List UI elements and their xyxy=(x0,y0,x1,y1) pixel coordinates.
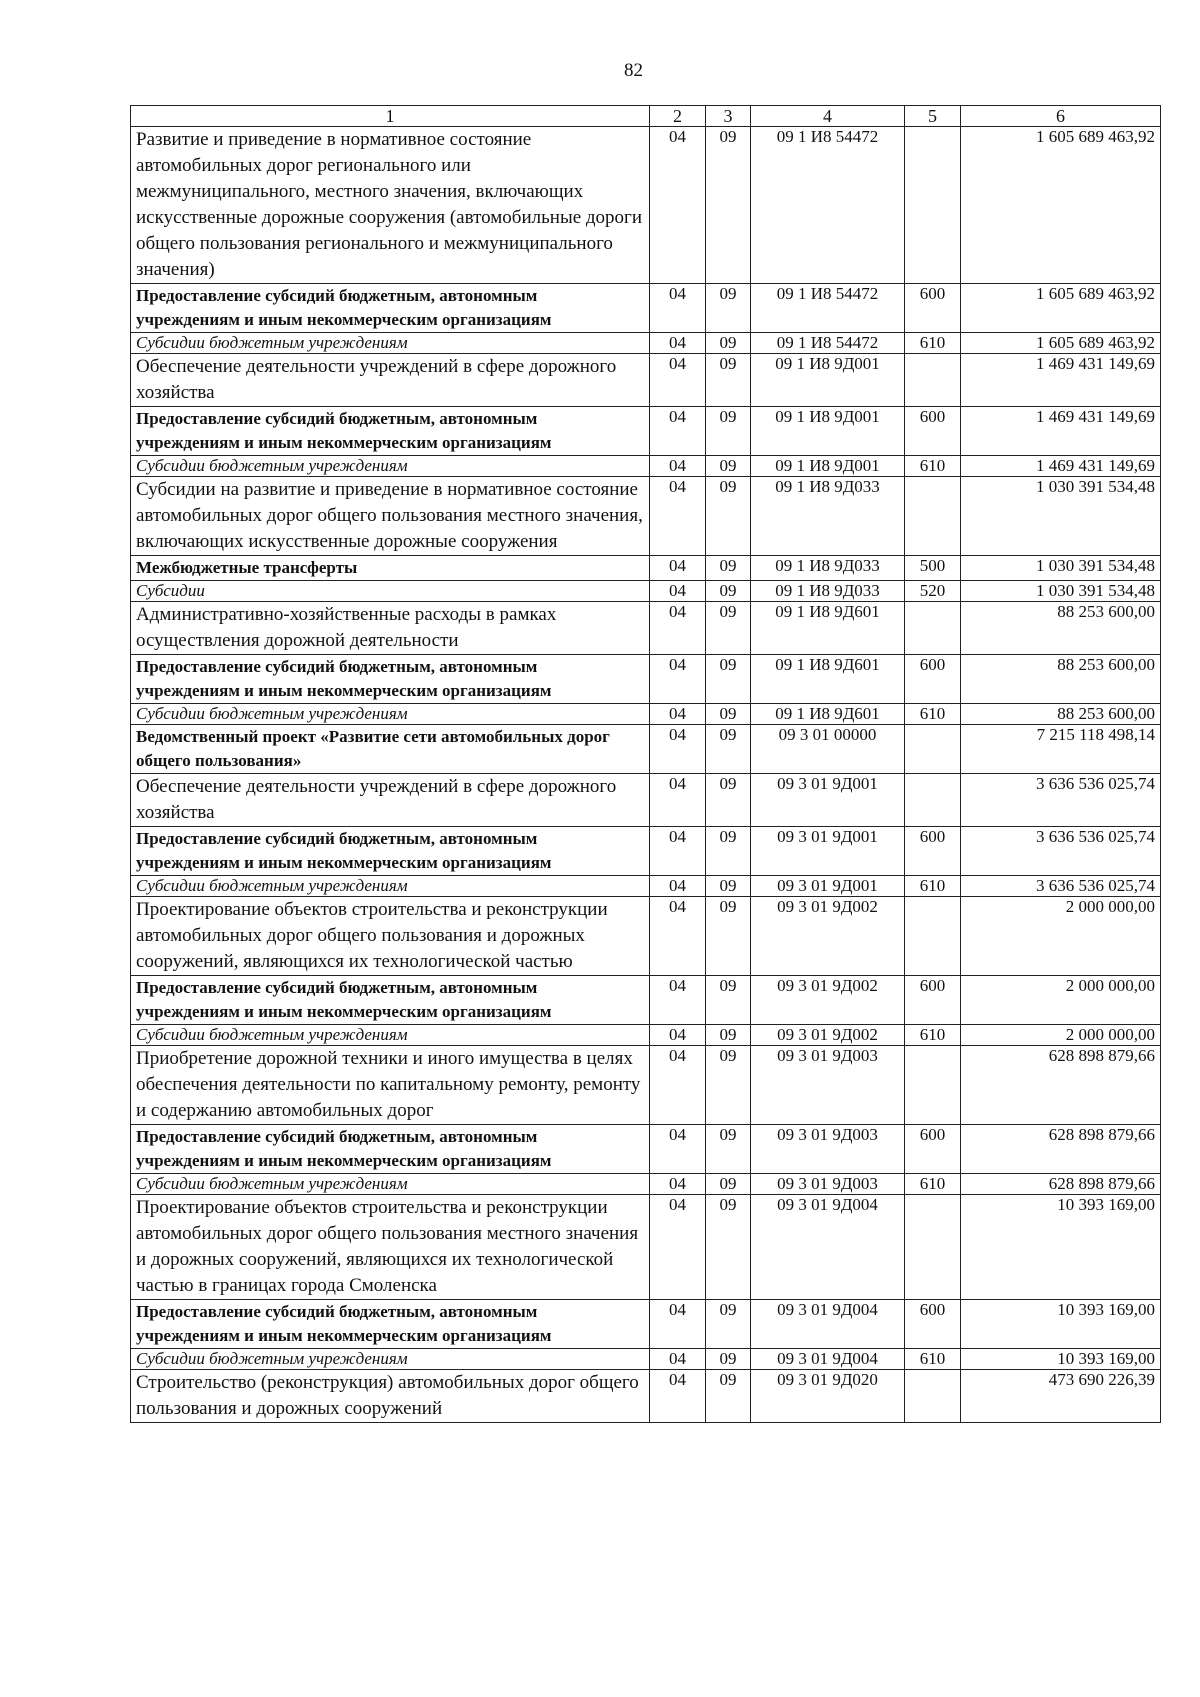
expense-type-cell: 610 xyxy=(905,1025,961,1046)
row-name-cell: Административно-хозяйственные расходы в рамках осуществления дорожной деятельности xyxy=(131,602,650,655)
expense-type-cell: 600 xyxy=(905,1300,961,1349)
amount-cell: 1 030 391 534,48 xyxy=(961,556,1161,581)
section-code-cell: 04 xyxy=(650,333,706,354)
expense-type-cell xyxy=(905,1370,961,1423)
target-article-cell: 09 3 01 00000 xyxy=(751,725,905,774)
table-row xyxy=(131,897,1161,976)
expense-type-cell: 600 xyxy=(905,827,961,876)
target-article-cell: 09 3 01 9Д001 xyxy=(751,774,905,827)
table-row xyxy=(131,127,1161,284)
amount-cell: 1 605 689 463,92 xyxy=(961,333,1161,354)
amount-cell: 88 253 600,00 xyxy=(961,704,1161,725)
target-article-cell: 09 3 01 9Д002 xyxy=(751,1025,905,1046)
subsection-code-cell: 09 xyxy=(706,1349,751,1370)
expense-type-cell: 500 xyxy=(905,556,961,581)
expense-type-cell: 610 xyxy=(905,1174,961,1195)
amount-cell: 1 469 431 149,69 xyxy=(961,354,1161,407)
amount-cell: 1 469 431 149,69 xyxy=(961,456,1161,477)
subsection-code-cell: 09 xyxy=(706,725,751,774)
table-row xyxy=(131,1300,1161,1349)
amount-cell: 7 215 118 498,14 xyxy=(961,725,1161,774)
subsection-code-cell: 09 xyxy=(706,976,751,1025)
row-name-cell: Субсидии xyxy=(131,581,650,602)
section-code-cell: 04 xyxy=(650,602,706,655)
expense-type-cell: 600 xyxy=(905,284,961,333)
target-article-cell: 09 3 01 9Д002 xyxy=(751,897,905,976)
row-name-cell: Приобретение дорожной техники и иного имущества в целях обеспечения деятельности по капитальному ремонту, ремонту и содержанию автомобильных дорог xyxy=(131,1046,650,1125)
row-name-cell: Субсидии бюджетным учреждениям xyxy=(131,1025,650,1046)
expense-type-cell: 610 xyxy=(905,704,961,725)
section-code-cell: 04 xyxy=(650,407,706,456)
expense-type-cell: 600 xyxy=(905,655,961,704)
row-name-cell: Межбюджетные трансферты xyxy=(131,556,650,581)
table-row xyxy=(131,407,1161,456)
row-name-cell: Предоставление субсидий бюджетным, автономным учреждениям и иным некоммерческим организациям xyxy=(131,976,650,1025)
expense-type-cell xyxy=(905,127,961,284)
table-row xyxy=(131,725,1161,774)
table-row xyxy=(131,284,1161,333)
table-row xyxy=(131,456,1161,477)
amount-cell: 2 000 000,00 xyxy=(961,897,1161,976)
table-row xyxy=(131,827,1161,876)
row-name-cell: Предоставление субсидий бюджетным, автономным учреждениям и иным некоммерческим организациям xyxy=(131,1300,650,1349)
target-article-cell: 09 3 01 9Д004 xyxy=(751,1349,905,1370)
row-name-cell: Проектирование объектов строительства и реконструкции автомобильных дорог общего пользования местного значения и дорожных сооружений, являющихся их технологической частью в границах города Смоленска xyxy=(131,1195,650,1300)
row-name-cell: Предоставление субсидий бюджетным, автономным учреждениям и иным некоммерческим организациям xyxy=(131,827,650,876)
section-code-cell: 04 xyxy=(650,556,706,581)
target-article-cell: 09 1 И8 9Д601 xyxy=(751,602,905,655)
target-article-cell: 09 1 И8 9Д033 xyxy=(751,581,905,602)
amount-cell: 88 253 600,00 xyxy=(961,655,1161,704)
section-code-cell: 04 xyxy=(650,127,706,284)
amount-cell: 10 393 169,00 xyxy=(961,1349,1161,1370)
target-article-cell: 09 1 И8 9Д033 xyxy=(751,477,905,556)
target-article-cell: 09 1 И8 54472 xyxy=(751,127,905,284)
amount-cell: 2 000 000,00 xyxy=(961,1025,1161,1046)
target-article-cell: 09 3 01 9Д004 xyxy=(751,1300,905,1349)
subsection-code-cell: 09 xyxy=(706,1370,751,1423)
section-code-cell: 04 xyxy=(650,354,706,407)
target-article-cell: 09 3 01 9Д020 xyxy=(751,1370,905,1423)
target-article-cell: 09 3 01 9Д001 xyxy=(751,827,905,876)
section-code-cell: 04 xyxy=(650,897,706,976)
amount-cell: 473 690 226,39 xyxy=(961,1370,1161,1423)
table-row xyxy=(131,976,1161,1025)
row-name-cell: Субсидии бюджетным учреждениям xyxy=(131,333,650,354)
expense-type-cell xyxy=(905,897,961,976)
expense-type-cell: 600 xyxy=(905,407,961,456)
row-name-cell: Предоставление субсидий бюджетным, автономным учреждениям и иным некоммерческим организациям xyxy=(131,655,650,704)
target-article-cell: 09 1 И8 9Д601 xyxy=(751,655,905,704)
row-name-cell: Субсидии на развитие и приведение в нормативное состояние автомобильных дорог общего пользования местного значения, включающих искусственные дорожные сооружения xyxy=(131,477,650,556)
section-code-cell: 04 xyxy=(650,1195,706,1300)
column-header: 6 xyxy=(961,106,1161,127)
table-row xyxy=(131,1046,1161,1125)
page-number: 82 xyxy=(624,60,643,81)
expense-type-cell xyxy=(905,774,961,827)
subsection-code-cell: 09 xyxy=(706,407,751,456)
row-name-cell: Строительство (реконструкция) автомобильных дорог общего пользования и дорожных сооружений xyxy=(131,1370,650,1423)
amount-cell: 1 030 391 534,48 xyxy=(961,477,1161,556)
section-code-cell: 04 xyxy=(650,284,706,333)
amount-cell: 628 898 879,66 xyxy=(961,1125,1161,1174)
expense-type-cell xyxy=(905,1195,961,1300)
subsection-code-cell: 09 xyxy=(706,1125,751,1174)
expense-type-cell: 610 xyxy=(905,456,961,477)
subsection-code-cell: 09 xyxy=(706,704,751,725)
target-article-cell: 09 3 01 9Д003 xyxy=(751,1046,905,1125)
subsection-code-cell: 09 xyxy=(706,602,751,655)
subsection-code-cell: 09 xyxy=(706,655,751,704)
section-code-cell: 04 xyxy=(650,477,706,556)
section-code-cell: 04 xyxy=(650,581,706,602)
column-header: 2 xyxy=(650,106,706,127)
row-name-cell: Обеспечение деятельности учреждений в сфере дорожного хозяйства xyxy=(131,774,650,827)
row-name-cell: Субсидии бюджетным учреждениям xyxy=(131,456,650,477)
section-code-cell: 04 xyxy=(650,1025,706,1046)
row-name-cell: Субсидии бюджетным учреждениям xyxy=(131,1174,650,1195)
column-header: 4 xyxy=(751,106,905,127)
expense-type-cell: 610 xyxy=(905,1349,961,1370)
target-article-cell: 09 3 01 9Д002 xyxy=(751,976,905,1025)
row-name-cell: Предоставление субсидий бюджетным, автономным учреждениям и иным некоммерческим организациям xyxy=(131,1125,650,1174)
row-name-cell: Субсидии бюджетным учреждениям xyxy=(131,876,650,897)
section-code-cell: 04 xyxy=(650,1300,706,1349)
section-code-cell: 04 xyxy=(650,655,706,704)
expense-type-cell: 610 xyxy=(905,333,961,354)
subsection-code-cell: 09 xyxy=(706,333,751,354)
amount-cell: 628 898 879,66 xyxy=(961,1174,1161,1195)
expense-type-cell: 600 xyxy=(905,976,961,1025)
row-name-cell: Развитие и приведение в нормативное состояние автомобильных дорог регионального или межмуниципального, местного значения, включающих искусственные дорожные сооружения (автомобильные дороги общего пользования регионального и межмуниципального значения) xyxy=(131,127,650,284)
target-article-cell: 09 1 И8 54472 xyxy=(751,284,905,333)
row-name-cell: Проектирование объектов строительства и реконструкции автомобильных дорог общего пользования и дорожных сооружений, являющихся их технологической частью xyxy=(131,897,650,976)
budget-table xyxy=(130,105,1161,1423)
target-article-cell: 09 3 01 9Д004 xyxy=(751,1195,905,1300)
amount-cell: 2 000 000,00 xyxy=(961,976,1161,1025)
section-code-cell: 04 xyxy=(650,774,706,827)
expense-type-cell xyxy=(905,354,961,407)
amount-cell: 1 030 391 534,48 xyxy=(961,581,1161,602)
expense-type-cell: 600 xyxy=(905,1125,961,1174)
table-row xyxy=(131,1349,1161,1370)
subsection-code-cell: 09 xyxy=(706,1174,751,1195)
section-code-cell: 04 xyxy=(650,827,706,876)
expense-type-cell xyxy=(905,725,961,774)
table-row xyxy=(131,655,1161,704)
table-row xyxy=(131,602,1161,655)
section-code-cell: 04 xyxy=(650,876,706,897)
subsection-code-cell: 09 xyxy=(706,477,751,556)
table-row xyxy=(131,774,1161,827)
section-code-cell: 04 xyxy=(650,1125,706,1174)
table-row xyxy=(131,1125,1161,1174)
amount-cell: 1 605 689 463,92 xyxy=(961,127,1161,284)
section-code-cell: 04 xyxy=(650,1370,706,1423)
column-header: 5 xyxy=(905,106,961,127)
amount-cell: 3 636 536 025,74 xyxy=(961,774,1161,827)
table-row xyxy=(131,354,1161,407)
target-article-cell: 09 3 01 9Д003 xyxy=(751,1125,905,1174)
table-row xyxy=(131,477,1161,556)
table-row xyxy=(131,333,1161,354)
section-code-cell: 04 xyxy=(650,1046,706,1125)
subsection-code-cell: 09 xyxy=(706,127,751,284)
table-body xyxy=(131,127,1161,1423)
target-article-cell: 09 3 01 9Д003 xyxy=(751,1174,905,1195)
amount-cell: 3 636 536 025,74 xyxy=(961,827,1161,876)
subsection-code-cell: 09 xyxy=(706,284,751,333)
row-name-cell: Предоставление субсидий бюджетным, автономным учреждениям и иным некоммерческим организациям xyxy=(131,284,650,333)
column-header: 3 xyxy=(706,106,751,127)
subsection-code-cell: 09 xyxy=(706,581,751,602)
amount-cell: 88 253 600,00 xyxy=(961,602,1161,655)
subsection-code-cell: 09 xyxy=(706,556,751,581)
column-header: 1 xyxy=(131,106,650,127)
section-code-cell: 04 xyxy=(650,1174,706,1195)
table-row xyxy=(131,876,1161,897)
table-row xyxy=(131,1370,1161,1423)
table-row xyxy=(131,581,1161,602)
row-name-cell: Ведомственный проект «Развитие сети автомобильных дорог общего пользования» xyxy=(131,725,650,774)
expense-type-cell xyxy=(905,1046,961,1125)
table-row xyxy=(131,556,1161,581)
target-article-cell: 09 1 И8 9Д001 xyxy=(751,456,905,477)
amount-cell: 3 636 536 025,74 xyxy=(961,876,1161,897)
subsection-code-cell: 09 xyxy=(706,354,751,407)
expense-type-cell xyxy=(905,602,961,655)
table-row xyxy=(131,704,1161,725)
section-code-cell: 04 xyxy=(650,456,706,477)
subsection-code-cell: 09 xyxy=(706,774,751,827)
expense-type-cell: 520 xyxy=(905,581,961,602)
amount-cell: 628 898 879,66 xyxy=(961,1046,1161,1125)
table-row xyxy=(131,1025,1161,1046)
table-row xyxy=(131,1195,1161,1300)
row-name-cell: Предоставление субсидий бюджетным, автономным учреждениям и иным некоммерческим организациям xyxy=(131,407,650,456)
target-article-cell: 09 1 И8 54472 xyxy=(751,333,905,354)
subsection-code-cell: 09 xyxy=(706,897,751,976)
target-article-cell: 09 3 01 9Д001 xyxy=(751,876,905,897)
amount-cell: 10 393 169,00 xyxy=(961,1195,1161,1300)
target-article-cell: 09 1 И8 9Д001 xyxy=(751,354,905,407)
expense-type-cell: 610 xyxy=(905,876,961,897)
row-name-cell: Обеспечение деятельности учреждений в сфере дорожного хозяйства xyxy=(131,354,650,407)
row-name-cell: Субсидии бюджетным учреждениям xyxy=(131,704,650,725)
subsection-code-cell: 09 xyxy=(706,1195,751,1300)
section-code-cell: 04 xyxy=(650,1349,706,1370)
subsection-code-cell: 09 xyxy=(706,876,751,897)
row-name-cell: Субсидии бюджетным учреждениям xyxy=(131,1349,650,1370)
amount-cell: 1 469 431 149,69 xyxy=(961,407,1161,456)
table-row xyxy=(131,1174,1161,1195)
target-article-cell: 09 1 И8 9Д033 xyxy=(751,556,905,581)
subsection-code-cell: 09 xyxy=(706,1046,751,1125)
target-article-cell: 09 1 И8 9Д001 xyxy=(751,407,905,456)
subsection-code-cell: 09 xyxy=(706,827,751,876)
section-code-cell: 04 xyxy=(650,725,706,774)
section-code-cell: 04 xyxy=(650,976,706,1025)
subsection-code-cell: 09 xyxy=(706,456,751,477)
expense-type-cell xyxy=(905,477,961,556)
header-row xyxy=(131,106,1161,127)
amount-cell: 10 393 169,00 xyxy=(961,1300,1161,1349)
target-article-cell: 09 1 И8 9Д601 xyxy=(751,704,905,725)
subsection-code-cell: 09 xyxy=(706,1025,751,1046)
section-code-cell: 04 xyxy=(650,704,706,725)
amount-cell: 1 605 689 463,92 xyxy=(961,284,1161,333)
subsection-code-cell: 09 xyxy=(706,1300,751,1349)
